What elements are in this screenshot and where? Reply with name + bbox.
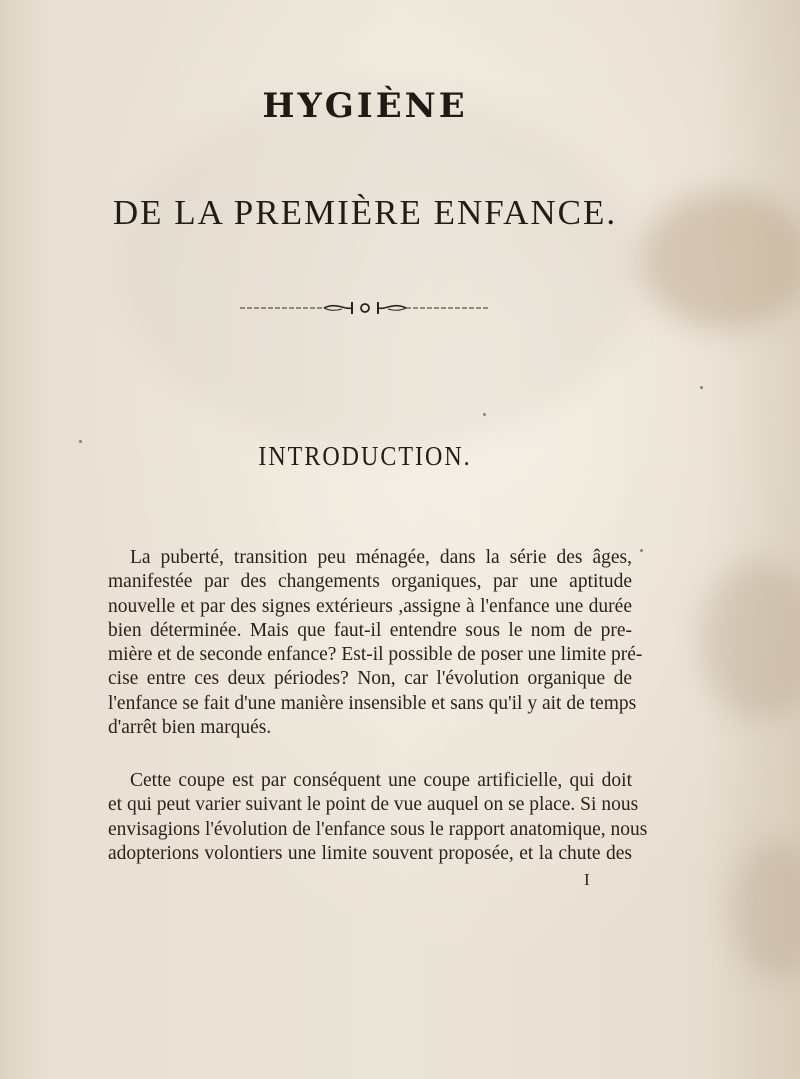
- paper-stain: [120, 90, 640, 450]
- paper-stain: [730, 840, 800, 980]
- text-line: d'arrêt bien marqués.: [108, 717, 272, 739]
- text-line: adopterions volontiers une limite souvent proposée, et la chute des: [108, 842, 632, 864]
- text-line: et qui peut varier suivant le point de vue auquel on se place. Si nous: [108, 794, 639, 816]
- text-line: La puberté, transition peu ménagée, dans la série des âges,: [130, 547, 632, 568]
- ink-speck: [640, 549, 643, 552]
- page-number: I: [584, 870, 590, 889]
- ornamental-rule: [240, 298, 490, 318]
- text-line: Cette coupe est par conséquent une coupe artificielle, qui doit: [130, 770, 632, 791]
- ink-speck: [700, 386, 703, 389]
- paragraph: [108, 769, 648, 866]
- ink-speck: [483, 413, 486, 416]
- paragraph: [108, 546, 643, 740]
- section-heading: INTRODUCTION.: [258, 441, 472, 472]
- ink-speck: [79, 440, 82, 443]
- text-line: mière et de seconde enfance? Est-il possible de poser une limite pré-: [108, 644, 643, 666]
- paper-stain: [700, 560, 800, 720]
- book-title: HYGIÈNE: [262, 86, 468, 126]
- text-line: l'enfance se fait d'une manière insensible et sans qu'il y ait de temps: [108, 692, 637, 714]
- text-line: cise entre ces deux périodes? Non, car l'évolution organique de: [108, 668, 632, 690]
- text-line: envisagions l'évolution de l'enfance sous le rapport anatomique, nous: [108, 818, 648, 840]
- text-line: manifestée par des changements organiques, par une aptitude: [108, 571, 632, 593]
- text-line: nouvelle et par des signes extérieurs ,assigne à l'enfance une durée: [108, 595, 632, 617]
- text-line: bien déterminée. Mais que faut-il entendre sous le nom de pre-: [108, 619, 632, 641]
- book-subtitle: DE LA PREMIÈRE ENFANCE.: [112, 193, 618, 232]
